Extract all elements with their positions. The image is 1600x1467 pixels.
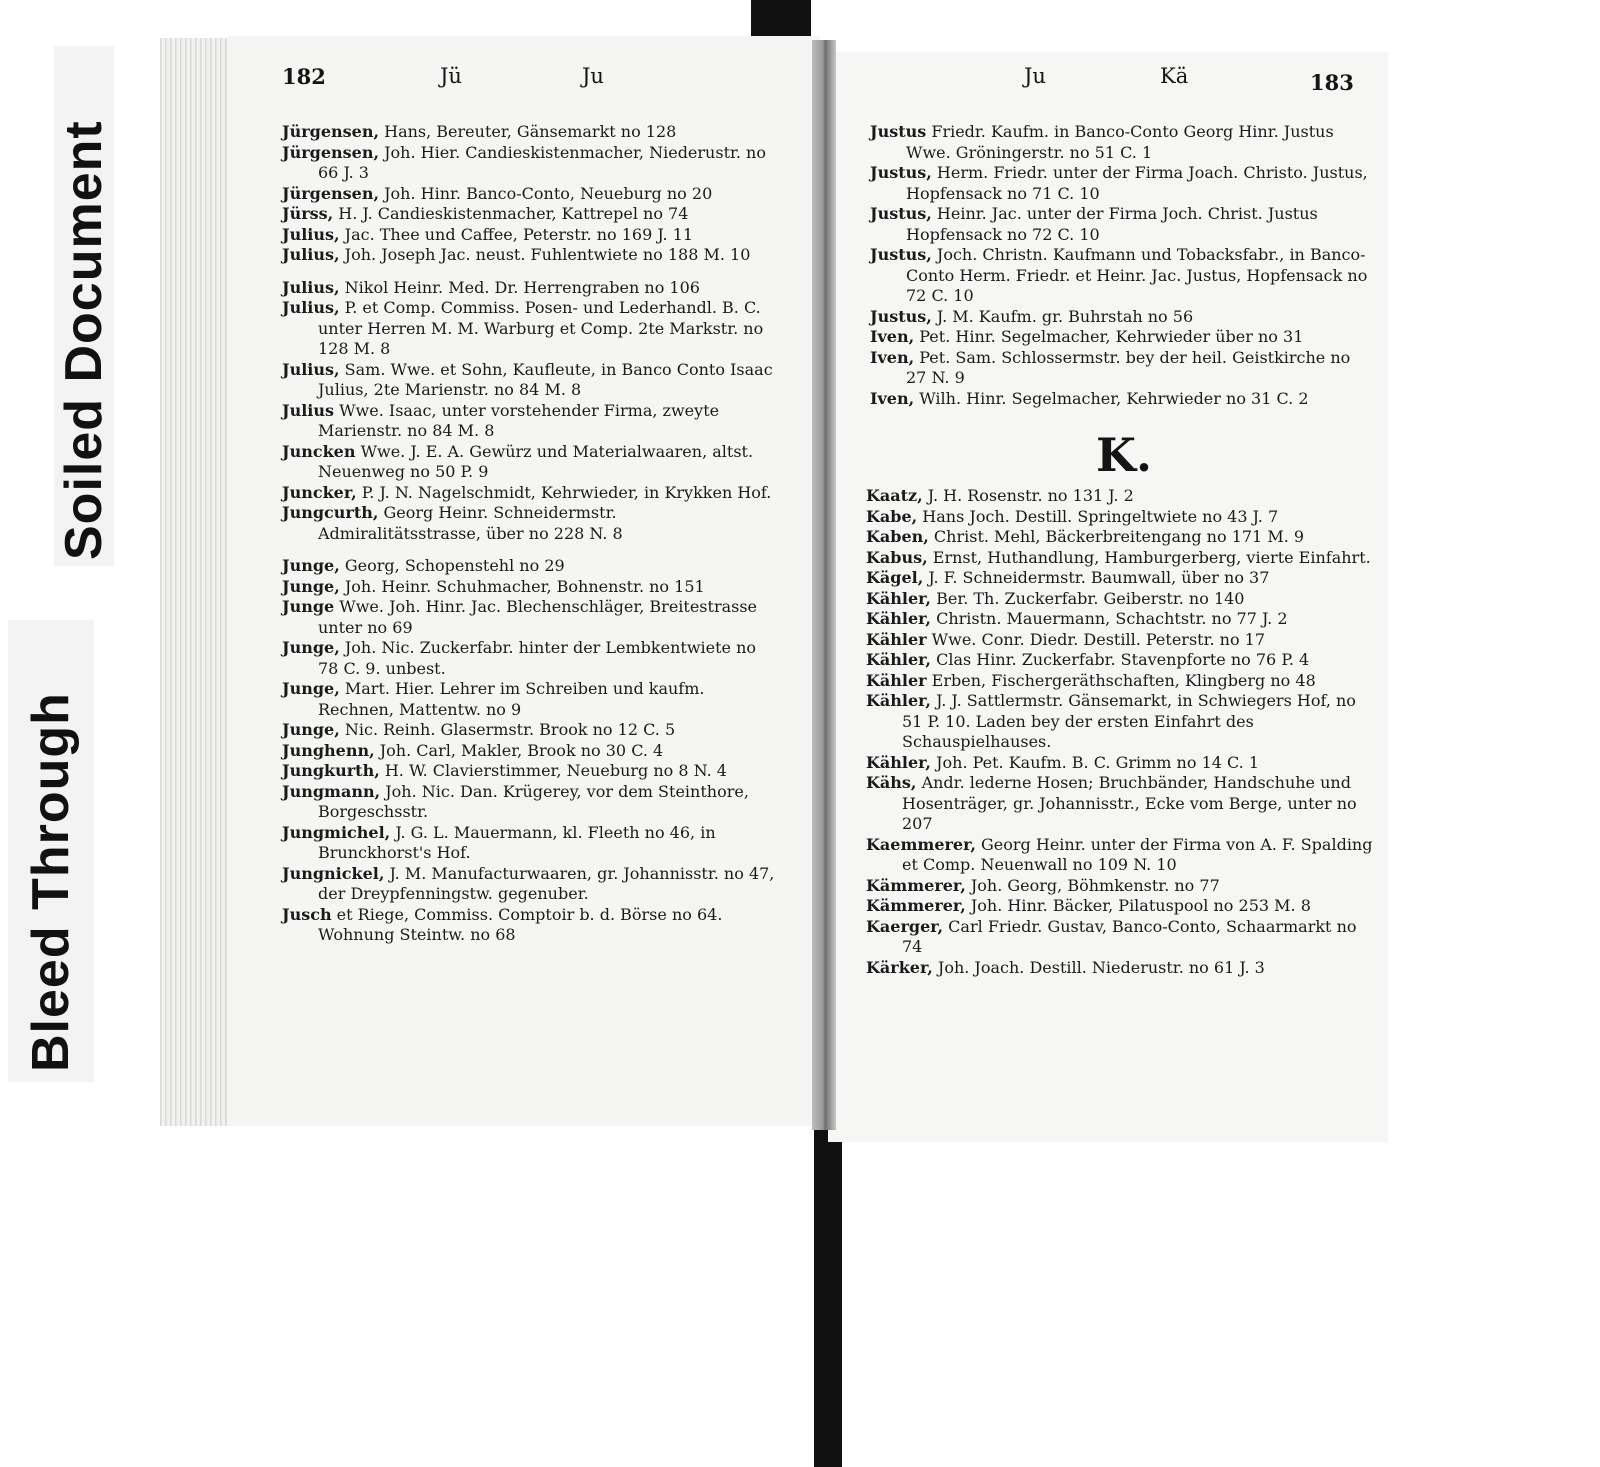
entry-name: Junge, — [282, 638, 340, 657]
entry-details: Joh. Hinr. Banco-Conto, Neueburg no 20 — [379, 183, 713, 203]
directory-entry — [870, 327, 1370, 348]
directory-entry — [282, 864, 776, 905]
directory-entry — [866, 589, 1374, 610]
entry-name: Jungnickel, — [282, 863, 385, 883]
binding-strip-bottom — [814, 1121, 842, 1467]
directory-entry — [866, 917, 1374, 958]
directory-entry — [866, 835, 1374, 876]
directory-entry — [282, 442, 776, 483]
soiled-document-label: Soiled Document — [54, 46, 114, 566]
entry-details: Hans, Bereuter, Gänsemarkt no 128 — [379, 122, 677, 141]
entry-details: Nic. Reinh. Glasermstr. Brook no 12 C. 5 — [339, 720, 676, 739]
directory-entry — [282, 741, 776, 762]
entry-details: Carl Friedr. Gustav, Banco-Conto, Schaarmarkt no 74 — [902, 916, 1357, 956]
directory-entry — [870, 389, 1370, 410]
entry-name: Julius, — [282, 359, 340, 379]
entry-details: Erben, Fischergeräthschaften, Klingberg no 48 — [926, 670, 1316, 690]
directory-entry — [282, 556, 776, 577]
entry-name: Kämmerer, — [866, 875, 966, 895]
entry-details: P. et Comp. Commiss. Posen- und Lederhandl. B. C. unter Herren M. M. Warburg et Comp. 2te Markstr. no 128 M. 8 — [318, 298, 764, 358]
entry-details: Joh. Carl, Makler, Brook no 30 C. 4 — [374, 740, 664, 760]
entry-details: Wwe. Joh. Hinr. Jac. Blechenschläger, Breitestrasse unter no 69 — [318, 597, 758, 637]
directory-entry — [866, 896, 1374, 917]
entry-name: Kabe, — [866, 506, 918, 526]
directory-entry — [282, 122, 776, 143]
book-gutter — [812, 40, 836, 1130]
directory-entry — [282, 278, 776, 299]
directory-entry — [870, 307, 1370, 328]
directory-entry — [282, 401, 776, 442]
entry-details: Wilh. Hinr. Segelmacher, Kehrwieder no 31 C. 2 — [914, 388, 1309, 408]
entry-details: Joh. Hinr. Bäcker, Pilatuspool no 253 M. 8 — [965, 896, 1311, 915]
directory-entry — [870, 122, 1370, 163]
entry-name: Justus — [870, 122, 927, 141]
entry-details: Andr. lederne Hosen; Bruchbänder, Handschuhe und Hosenträger, gr. Johannisstr., Ecke vom Berge, unter no 207 — [902, 773, 1357, 833]
entry-name: Kärker, — [866, 957, 933, 977]
entry-name: Junge, — [282, 720, 340, 739]
entry-name: Kähler, — [866, 752, 931, 772]
right-k-entry-list — [866, 486, 1374, 978]
entry-name: Junghenn, — [282, 740, 375, 760]
left-entry-list — [282, 122, 776, 946]
directory-entry — [866, 773, 1374, 835]
entry-details: Joh. Georg, Böhmkenstr. no 77 — [965, 875, 1220, 895]
directory-entry — [282, 204, 776, 225]
right-entry-list — [870, 122, 1370, 409]
entry-name: Kähler, — [866, 691, 931, 710]
entry-details: Wwe. Conr. Diedr. Destill. Peterstr. no 17 — [926, 629, 1266, 649]
entry-details: Hans Joch. Destill. Springeltwiete no 43 J. 7 — [917, 506, 1279, 526]
directory-entry — [282, 720, 776, 741]
directory-entry — [866, 876, 1374, 897]
directory-entry — [282, 225, 776, 246]
right-header-left: Ju — [1024, 64, 1046, 88]
entry-details: Georg Heinr. unter der Firma von A. F. Spalding et Comp. Neuenwall no 109 N. 10 — [902, 834, 1373, 874]
directory-entry — [866, 630, 1374, 651]
entry-name: Junge, — [282, 556, 340, 575]
directory-entry — [282, 298, 776, 360]
directory-entry — [282, 679, 776, 720]
directory-entry — [866, 691, 1374, 753]
entry-details: Heinr. Jac. unter der Firma Joch. Christ. Justus Hopfensack no 72 C. 10 — [906, 204, 1318, 244]
entry-name: Juncker, — [282, 482, 357, 502]
entry-details: Joh. Pet. Kaufm. B. C. Grimm no 14 C. 1 — [931, 752, 1260, 772]
entry-details: Sam. Wwe. et Sohn, Kaufleute, in Banco Conto Isaac Julius, 2te Marienstr. no 84 M. 8 — [318, 359, 773, 399]
directory-entry — [282, 905, 776, 946]
entry-details: Ernst, Huthandlung, Hamburgerberg, vierte Einfahrt. — [927, 547, 1371, 567]
directory-entry — [282, 245, 776, 266]
directory-entry — [866, 548, 1374, 569]
entry-details: Pet. Hinr. Segelmacher, Kehrwieder über no 31 — [914, 327, 1304, 346]
entry-details: J. M. Manufacturwaaren, gr. Johannisstr. no 47, der Dreypfenningstw. gegenuber. — [318, 863, 775, 903]
directory-entry — [866, 527, 1374, 548]
entry-name: Junge — [282, 597, 335, 616]
entry-name: Julius, — [282, 224, 340, 244]
directory-entry — [866, 486, 1374, 507]
entry-name: Kaemmerer, — [866, 834, 976, 854]
entry-name: Kähler, — [866, 609, 931, 628]
directory-entry — [870, 204, 1370, 245]
directory-entry — [282, 503, 776, 544]
entry-details: H. W. Clavierstimmer, Neueburg no 8 N. 4 — [379, 761, 727, 780]
directory-entry — [282, 483, 776, 504]
entry-details: H. J. Candieskistenmacher, Kattrepel no 74 — [333, 204, 689, 223]
directory-entry — [282, 360, 776, 401]
entry-details: Georg Heinr. Schneidermstr. Admiralitätsstrasse, über no 228 N. 8 — [318, 503, 623, 543]
entry-name: Kähler — [866, 670, 927, 690]
entry-name: Jürgensen, — [282, 142, 380, 162]
entry-details: Nikol Heinr. Med. Dr. Herrengraben no 106 — [339, 277, 700, 297]
entry-name: Iven, — [870, 388, 915, 408]
directory-entry — [282, 761, 776, 782]
entry-details: Joh. Nic. Zuckerfabr. hinter der Lembkentwiete no 78 C. 9. unbest. — [318, 638, 757, 678]
directory-entry — [870, 245, 1370, 307]
entry-details: Wwe. J. E. A. Gewürz und Materialwaaren, altst. Neuenweg no 50 P. 9 — [318, 441, 754, 481]
entry-details: Joh. Hier. Candieskistenmacher, Niederustr. no 66 J. 3 — [318, 142, 766, 182]
entry-details: J. H. Rosenstr. no 131 J. 2 — [922, 486, 1134, 505]
entry-details: Georg, Schopenstehl no 29 — [339, 556, 565, 575]
entry-name: Kähs, — [866, 773, 917, 792]
directory-entry — [866, 671, 1374, 692]
entry-name: Kämmerer, — [866, 896, 966, 915]
entry-name: Iven, — [870, 347, 915, 367]
entry-details: Pet. Sam. Schlossermstr. bey der heil. Geistkirche no 27 N. 9 — [906, 347, 1351, 387]
directory-entry — [870, 163, 1370, 204]
entry-details: et Riege, Commiss. Comptoir b. d. Börse no 64. Wohnung Steintw. no 68 — [318, 904, 723, 944]
left-header-left: Jü — [440, 64, 462, 88]
directory-entry — [282, 823, 776, 864]
entry-name: Jungcurth, — [282, 503, 379, 522]
entry-details: J. M. Kaufm. gr. Buhrstah no 56 — [931, 306, 1194, 326]
entry-name: Julius — [282, 400, 334, 420]
entry-details: Christ. Mehl, Bäckerbreitengang no 171 M. 9 — [928, 527, 1305, 546]
entry-name: Kähler, — [866, 650, 931, 669]
entry-name: Justus, — [870, 306, 932, 326]
entry-details: Joh. Joach. Destill. Niederustr. no 61 J. 3 — [932, 957, 1265, 977]
entry-name: Julius, — [282, 245, 340, 264]
entry-name: Kaerger, — [866, 916, 944, 936]
section-letter-k: K. — [1096, 428, 1152, 482]
entry-details: Friedr. Kaufm. in Banco-Conto Georg Hinr. Justus Wwe. Gröningerstr. no 51 C. 1 — [906, 122, 1334, 162]
directory-entry — [282, 184, 776, 205]
directory-entry — [866, 609, 1374, 630]
entry-details: Joh. Nic. Dan. Krügerey, vor dem Steinthore, Borgeschsstr. — [318, 781, 749, 821]
left-page-number: 182 — [282, 64, 326, 89]
directory-entry — [866, 958, 1374, 979]
entry-details: Wwe. Isaac, unter vorstehender Firma, zweyte Marienstr. no 84 M. 8 — [318, 400, 720, 440]
entry-name: Julius, — [282, 298, 340, 317]
entry-name: Jungkurth, — [282, 761, 380, 780]
entry-name: Kägel, — [866, 568, 924, 587]
entry-name: Kaatz, — [866, 486, 923, 505]
directory-entry — [866, 650, 1374, 671]
entry-name: Justus, — [870, 204, 932, 223]
entry-name: Junge, — [282, 679, 340, 698]
entry-details: Mart. Hier. Lehrer im Schreiben und kaufm. Rechnen, Mattentw. no 9 — [318, 679, 705, 719]
entry-details: Jac. Thee und Caffee, Peterstr. no 169 J. 11 — [339, 224, 694, 244]
directory-entry — [870, 348, 1370, 389]
entry-details: Herm. Friedr. unter der Firma Joach. Christo. Justus, Hopfensack no 71 C. 10 — [906, 163, 1368, 203]
entry-name: Juncken — [282, 441, 356, 461]
entry-details: J. J. Sattlermstr. Gänsemarkt, in Schwiegers Hof, no 51 P. 10. Laden bey der ersten Einfahrt des Schauspielhauses. — [902, 691, 1356, 751]
directory-entry — [282, 577, 776, 598]
page-edge-stack — [160, 38, 230, 1126]
entry-name: Junge, — [282, 576, 340, 596]
entry-details: Clas Hinr. Zuckerfabr. Stavenpforte no 76 P. 4 — [931, 650, 1310, 669]
entry-name: Justus, — [870, 163, 932, 182]
entry-name: Iven, — [870, 327, 915, 346]
entry-name: Justus, — [870, 245, 932, 264]
directory-entry — [282, 782, 776, 823]
entry-name: Kähler, — [866, 588, 931, 608]
entry-details: Joch. Christn. Kaufmann und Tobacksfabr., in Banco-Conto Herm. Friedr. et Heinr. Jac. Justus, Hopfensack no 72 C. 10 — [906, 245, 1368, 305]
entry-details: Joh. Joseph Jac. neust. Fuhlentwiete no 188 M. 10 — [339, 245, 751, 264]
right-header-right: Kä — [1160, 64, 1189, 88]
entry-details: J. G. L. Mauermann, kl. Fleeth no 46, in Brunckhorst's Hof. — [318, 822, 716, 862]
directory-entry — [282, 597, 776, 638]
entry-details: Joh. Heinr. Schuhmacher, Bohnenstr. no 151 — [339, 576, 705, 596]
entry-name: Kähler — [866, 629, 927, 649]
entry-name: Kaben, — [866, 527, 929, 546]
entry-details: Christn. Mauermann, Schachtstr. no 77 J. 2 — [931, 609, 1288, 628]
entry-name: Jürgensen, — [282, 183, 380, 203]
entry-details: J. F. Schneidermstr. Baumwall, über no 37 — [923, 568, 1270, 587]
entry-name: Jürgensen, — [282, 122, 380, 141]
left-header-right: Ju — [582, 64, 604, 88]
directory-entry — [282, 638, 776, 679]
directory-entry — [866, 568, 1374, 589]
bleed-through-label: Bleed Through — [8, 620, 94, 1082]
right-page-number: 183 — [1310, 70, 1354, 95]
entry-name: Jürss, — [282, 204, 334, 223]
directory-entry — [866, 753, 1374, 774]
entry-details: P. J. N. Nagelschmidt, Kehrwieder, in Krykken Hof. — [356, 482, 772, 502]
directory-entry — [866, 507, 1374, 528]
entry-name: Kabus, — [866, 547, 928, 567]
entry-name: Julius, — [282, 277, 340, 297]
entry-name: Jungmichel, — [282, 822, 391, 842]
directory-entry — [282, 143, 776, 184]
entry-name: Jungmann, — [282, 781, 381, 801]
entry-details: Ber. Th. Zuckerfabr. Geiberstr. no 140 — [931, 588, 1245, 608]
entry-name: Jusch — [282, 904, 332, 924]
